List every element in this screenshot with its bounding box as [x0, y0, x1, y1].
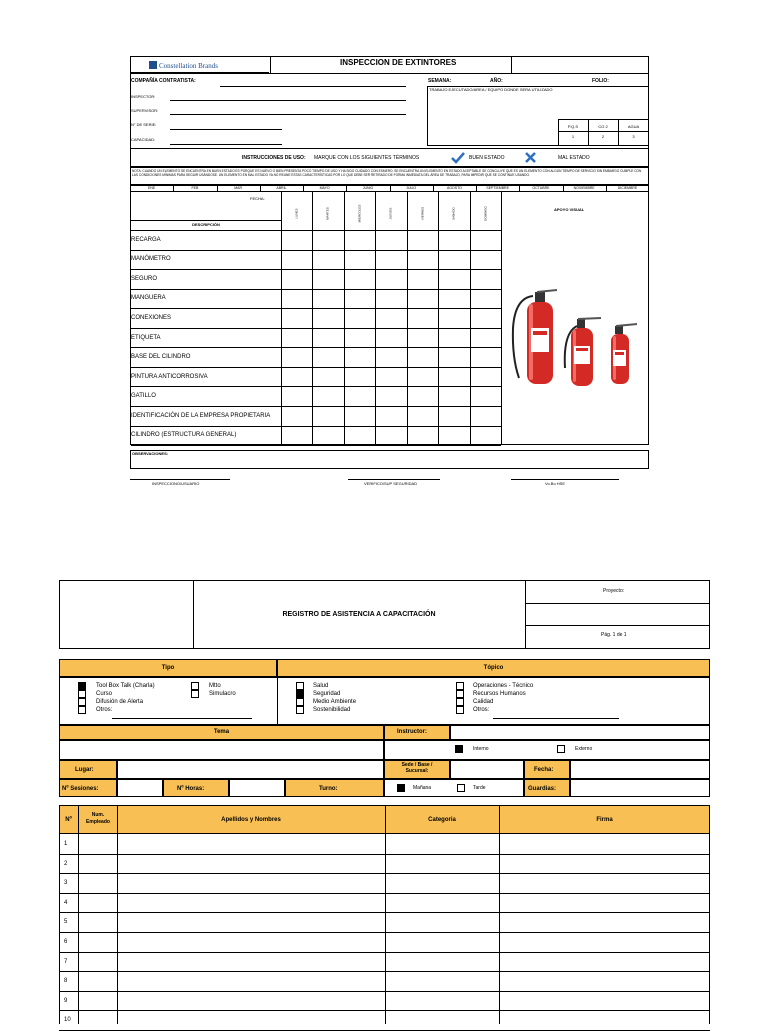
grid-row-line: [131, 328, 501, 329]
grid-row-line: [131, 347, 501, 348]
bad-label: MAL ESTADO: [558, 155, 590, 161]
row-number: 4: [64, 899, 68, 906]
externo-checkbox[interactable]: [557, 745, 565, 753]
month-label: SEPTIEMBRE: [486, 186, 509, 190]
form1-title: INSPECCION DE EXTINTORES: [340, 58, 457, 67]
fecha-label: FECHA:: [250, 196, 265, 201]
sesiones-field[interactable]: [117, 779, 163, 797]
supervisor-label: SUPERVISOR:: [131, 108, 159, 113]
inspection-item: IDENTIFICACIÓN DE LA EMPRESA PROPIETARIA: [131, 412, 271, 419]
externo-label: Externo: [575, 746, 593, 752]
manana-label: Mañana: [413, 785, 432, 791]
option-checkbox[interactable]: [78, 698, 86, 706]
cross-icon: [525, 152, 536, 163]
description-header: DESCRIPCIÓN: [192, 222, 220, 227]
month-label: MAYO: [319, 186, 330, 190]
row-number: 7: [64, 958, 68, 965]
day-label: LUNES: [294, 208, 298, 219]
option-checkbox[interactable]: [456, 682, 464, 690]
good-label: BUEN ESTADO: [469, 155, 505, 161]
month-label: JULIO: [406, 186, 417, 190]
note-text: NOTA: CUANDO UN ELEMENTO SE ENCUENTRA EN BUEN ESTADO ES PORQUE ES NUEVO O BIEN PRESENTA POCO TIEMPO DE USO Y HA SIDO CUIDADO CON ESMERO. SE ENCUENTRA UN ELEMENTO EN ESTADO ACEPTABLE SE CONCLUYE QUE ES UN ELEMENTO CON ALGÚN TIEMPO DE SERVICIO SIN EMBARGO CUMPLE CON LAS CONDICIONES MÍNIMAS PARA SEGUIR USÁNDOSE. UN ELEMENTO EN MAL ESTADO YA NO REUNE ESTAS CARACTERÍSTICAS POR LO QUE DEBE SER RETIRADO DE FORMA INMEDIATA DEL ÁREA DE TRABAJO, PARA IMPEDIR QUE SE CONTINUE USANDO.: [132, 169, 642, 177]
signature-hse: Vo.Bo HSE: [545, 481, 566, 486]
instructions-text: MARQUE CON LOS SIGUIENTES TÉRMINOS: [314, 155, 420, 161]
option-checkbox[interactable]: [456, 698, 464, 706]
table-row: [59, 971, 710, 972]
row-number: 9: [64, 997, 68, 1004]
topico-label: Tópico: [483, 665, 504, 671]
work-area-label: TRABAJO EJECUTADO/AREA / EQUIPO DONDE SERA UTILIZADO: [429, 87, 553, 92]
grid-row-line: [131, 445, 501, 446]
option-checkbox[interactable]: [78, 706, 86, 714]
inspection-item: SEGURO: [131, 275, 158, 282]
interno-label: Interno: [473, 746, 489, 752]
signature-inspector: INSPECCIONO/USUARIO: [152, 481, 200, 486]
instructor-label: Instructor:: [397, 729, 427, 735]
proyecto-label: Proyecto:: [603, 588, 625, 594]
month-label: ABRIL: [276, 186, 287, 190]
company-label: COMPAÑÍA CONTRATISTA:: [131, 78, 196, 84]
observations-label: OBSERVACIONES:: [132, 451, 169, 456]
option-checkbox[interactable]: [296, 690, 304, 698]
tarde-checkbox[interactable]: [457, 784, 465, 792]
table-row: [59, 952, 710, 953]
page-label: Pág. 1 de 1: [601, 632, 627, 638]
week-label: SEMANA:: [428, 78, 452, 84]
sede-label: Sede / Base / Sucursal:: [401, 762, 433, 774]
serial-label: N° DE SERIE:: [131, 122, 157, 127]
brand-logo: [149, 61, 157, 69]
option-label: Curso: [96, 691, 113, 697]
option-label: Calidad: [473, 699, 494, 705]
option-label: Simulacro: [209, 691, 236, 697]
agua-value: 3: [632, 134, 635, 139]
option-label: Operaciones - Técnico: [473, 683, 534, 689]
turno-field: [384, 779, 524, 797]
row-number: 8: [64, 978, 68, 985]
grid-row-line: [131, 367, 501, 368]
month-label: JUNIO: [362, 186, 374, 190]
option-label: Salud: [313, 683, 329, 689]
inspection-item: CONEXIONES: [131, 315, 172, 321]
table-row: [59, 1010, 710, 1011]
table-row: [59, 854, 710, 855]
row-number: 1: [64, 841, 68, 847]
grid-row-line: [131, 406, 501, 407]
grid-row-line: [131, 230, 501, 231]
option-checkbox[interactable]: [191, 690, 199, 698]
pqs-label: P.Q.S: [567, 124, 579, 129]
guardias-label: Guardias:: [528, 786, 557, 792]
sesiones-label: Nº Sesiones:: [62, 786, 99, 792]
month-label: FEB: [191, 186, 199, 190]
brand-name: Constellation Brands: [159, 62, 218, 70]
option-label: Mtto: [209, 683, 221, 689]
tema-label: Tema: [213, 729, 230, 735]
option-label: Tool Box Talk (Charla): [96, 683, 155, 689]
option-checkbox[interactable]: [191, 682, 199, 690]
month-label: OCTUBRE: [532, 186, 550, 190]
day-label: VIERNES: [420, 206, 424, 221]
inspection-item: RECARGA: [131, 236, 161, 243]
col-num-empleado: Num. Empleado: [86, 812, 110, 825]
horas-label: Nº Horas:: [177, 786, 205, 792]
turno-label: Turno:: [319, 786, 338, 792]
option-label: Sostenibilidad: [313, 707, 351, 713]
agua-label: AGUA: [627, 124, 640, 129]
option-checkbox[interactable]: [78, 682, 86, 690]
option-label: Seguridad: [313, 691, 341, 697]
grid-row-line: [131, 386, 501, 387]
lugar-label: Lugar:: [75, 767, 94, 773]
col-n: Nº: [65, 817, 72, 823]
col-categoria: Categoria: [428, 817, 456, 823]
inspection-item: ETIQUETA: [131, 334, 161, 341]
day-label: MARTES: [325, 207, 330, 220]
form2-title: REGISTRO DE ASISTENCIA A CAPACITACIÓN: [282, 611, 436, 618]
signature-verifier: VERIFICO/SUP SEGURIDAD: [364, 481, 418, 486]
grid-row-line: [131, 269, 501, 270]
option-checkbox[interactable]: [456, 706, 464, 714]
option-label: Difusión de Alerta: [96, 699, 144, 705]
guardias-field[interactable]: [570, 779, 710, 797]
co2-value: 2: [601, 134, 605, 139]
month-label: NOVIEMBRE: [573, 186, 595, 190]
table-row: [59, 991, 710, 992]
inspector-label: INSPECTOR:: [131, 94, 156, 99]
pqs-value: 1: [571, 134, 575, 139]
table-row: [59, 873, 710, 874]
folio-label: FOLIO:: [592, 78, 609, 84]
manana-checkbox[interactable]: [397, 784, 405, 792]
grid-row-line: [131, 250, 501, 251]
option-label: Recursos Humanos: [473, 691, 526, 697]
horas-field[interactable]: [229, 779, 285, 797]
instructor-field[interactable]: [450, 725, 710, 740]
observations-box[interactable]: [130, 450, 649, 469]
month-label: MAR: [234, 186, 243, 190]
day-label: SABADO: [451, 207, 456, 220]
tarde-label: Tarde: [473, 785, 486, 791]
row-number: 2: [64, 860, 68, 867]
inspection-item: GATILLO: [131, 393, 156, 400]
day-label: JUEVES: [388, 207, 393, 220]
inspection-item: MANÓMETRO: [131, 256, 171, 263]
visual-header: APOYO VISUAL: [554, 207, 585, 212]
col-firma: Firma: [596, 817, 613, 823]
month-label: ENE: [148, 186, 156, 190]
extinguisher-image: [505, 288, 645, 388]
option-checkbox[interactable]: [296, 706, 304, 714]
option-checkbox[interactable]: [296, 682, 304, 690]
inspection-item: CILINDRO (ESTRUCTURA GENERAL): [131, 432, 237, 439]
grid-col-line: [501, 192, 502, 445]
year-label: AÑO:: [490, 78, 503, 84]
option-label: Medio Ambiente: [313, 699, 357, 705]
co2-label: CO 2: [598, 124, 608, 129]
interno-checkbox[interactable]: [455, 745, 463, 753]
table-row: [59, 912, 710, 913]
row-number: 10: [64, 1017, 71, 1024]
check-icon: [451, 152, 465, 164]
table-row: [59, 893, 710, 894]
month-label: DICIEMBRE: [617, 186, 638, 190]
day-label: DOMINGO: [483, 206, 487, 221]
option-label: Otros:: [473, 707, 490, 713]
fecha-field[interactable]: [570, 760, 710, 779]
option-checkbox[interactable]: [456, 690, 464, 698]
row-number: 6: [64, 939, 68, 945]
fecha-label: Fecha:: [534, 767, 554, 773]
inspection-item: PINTURA ANTICORROSIVA: [131, 373, 208, 380]
instructor-type-box: [384, 740, 710, 760]
grid-row-line: [131, 426, 501, 427]
table-row: [59, 932, 710, 933]
grid-row-line: [131, 308, 501, 309]
instructions-label: INSTRUCCIONES DE USO:: [242, 155, 306, 161]
capacity-label: CAPACIDAD:: [131, 137, 156, 142]
col-name: Apellidos y Nombres: [221, 817, 281, 823]
row-number: 3: [64, 880, 68, 887]
month-label: AGOSTO: [446, 186, 462, 190]
option-checkbox[interactable]: [296, 698, 304, 706]
inspection-item: MANGUERA: [131, 295, 166, 302]
option-checkbox[interactable]: [78, 690, 86, 698]
row-number: 5: [64, 919, 68, 926]
sede-field[interactable]: [450, 760, 524, 779]
grid-row-line: [131, 289, 501, 290]
option-label: Otros:: [96, 707, 113, 713]
tipo-label: Tipo: [161, 665, 175, 671]
inspection-item: BASE DEL CILINDRO: [131, 354, 191, 360]
day-label: MIERCOLES: [357, 204, 361, 223]
tema-field[interactable]: [59, 740, 384, 760]
lugar-field[interactable]: [117, 760, 384, 779]
